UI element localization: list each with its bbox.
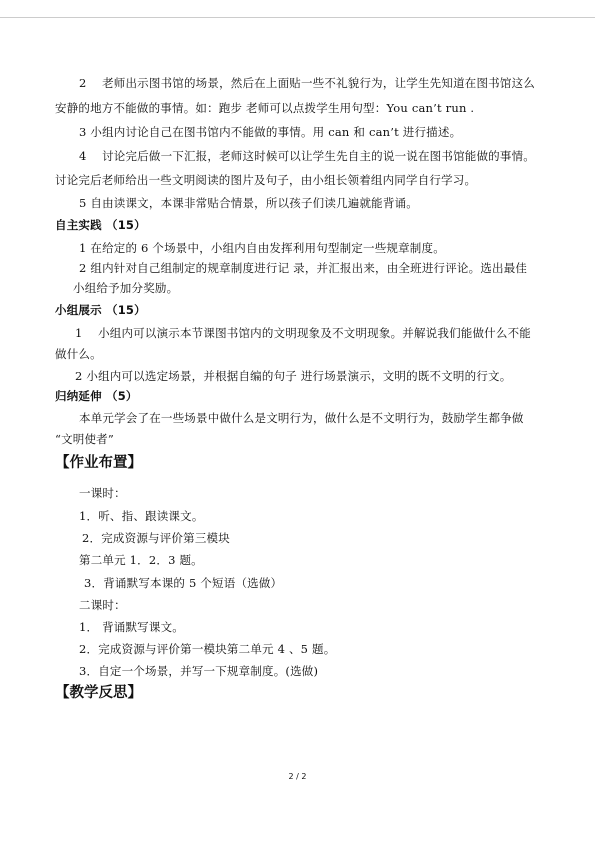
reflection-heading: 【教学反思】: [55, 685, 142, 701]
homework-item-2-continued: 第二单元 1．2．3 题。: [79, 553, 203, 567]
show-item-2: 2 小组内可以选定场景，并根据自编的句子 进行场景演示，文明的既不文明的行文。: [75, 369, 512, 383]
step-4-line-1: 4 讨论完后做一下汇报，老师这时候可以让学生先自主的说一说在图书馆能做的事情。: [79, 149, 535, 163]
homework-item-2: 2．完成资源与评价第三模块: [82, 531, 230, 545]
homework-item-3: 3．背诵默写本课的 5 个短语（选做）: [84, 576, 283, 590]
summary-title: 归纳延伸 （5）: [55, 389, 138, 403]
step-2-line-2: 安静的地方不能做的事情。如：跑步 老师可以点拨学生用句型：You can’t run .: [55, 101, 475, 115]
step-5: 5 自由读课文，本课非常贴合情景，所以孩子们读几遍就能背诵。: [79, 196, 418, 210]
practice-item-2-line-1: 2 组内针对自己组制定的规章制度进行记 录，并汇报出来，由全班进行评论。选出最佳: [79, 261, 528, 275]
lesson-2-item-2: 2．完成资源与评价第一模块第二单元 4 、5 题。: [79, 642, 336, 656]
page-number: 2 / 2: [288, 772, 307, 781]
show-item-1-line-2: 做什么。: [55, 347, 102, 361]
homework-item-1: 1．听、指、跟读课文。: [79, 509, 204, 523]
step-3: 3 小组内讨论自己在图书馆内不能做的事情。用 can 和 can’t 进行描述。: [79, 125, 462, 139]
summary-line-1: 本单元学会了在一些场景中做什么是文明行为，做什么是不文明行为，鼓励学生都争做: [79, 411, 524, 425]
summary-line-2: “文明使者”: [55, 432, 114, 446]
lesson-1-label: 一课时：: [79, 486, 126, 500]
practice-title: 自主实践 （15）: [55, 218, 146, 232]
show-title: 小组展示 （15）: [55, 303, 146, 317]
practice-item-1: 1 在给定的 6 个场景中，小组内自由发挥利用句型制定一些规章制度。: [79, 241, 445, 255]
step-2-line-1: 2 老师出示图书馆的场景，然后在上面贴一些不礼貌行为，让学生先知道在图书馆这么: [79, 76, 535, 90]
lesson-2-label: 二课时：: [79, 598, 126, 612]
step-4-line-2: 讨论完后老师给出一些文明阅读的图片及句子，由小组长领着组内同学自行学习。: [55, 173, 477, 187]
show-item-1-line-1: 1 小组内可以演示本节课图书馆内的文明现象及不文明现象。并解说我们能做什么不能: [75, 326, 531, 340]
lesson-2-item-3: 3．自定一个场景，并写一下规章制度。(选做): [79, 664, 319, 678]
lesson-2-item-1: 1． 背诵默写课文。: [79, 620, 184, 634]
practice-item-2-line-2: 小组给予加分奖励。: [73, 281, 179, 295]
homework-heading: 【作业布置】: [55, 455, 142, 471]
top-divider: [0, 17, 595, 18]
